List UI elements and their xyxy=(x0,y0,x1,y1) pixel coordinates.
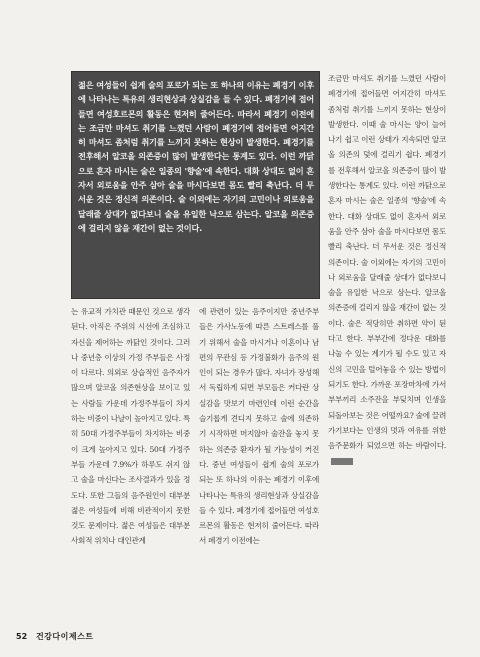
column-right-body: 조금만 마셔도 취기를 느꼈던 사람이 폐경기에 접어들면 어지간히 마셔도 좀처럼 취기를 느끼지 못하는 현상이 발생한다. 이때 술 마시는 양이 늘어나기 쉽고 이런 상태가 지속되면 알코올 의존의 덫에 걸리기 쉽다. 폐경기를 전후해서 알코올 의존증이 많이 발생한다는 통계도 있다. 이런 까닭으로 혼자 마시는 술은 일종의 '향술'에 속한다. 대화 상대도 없이 혼자서 외로움을 안주 삼아 술을 마시다보면 몸도 빨리 축난다. 더 무서운 것은 정신적 의존이다. 술 이외에는 자기의 고민이나 외로움을 달래줄 상대가 없다보니 술을 유일한 낙으로 삼는다. 알코올 의존증에 걸리지 않을 재간이 없는 것이다. 술은 적당히만 취하면 약이 된다고 한다. 부부간에 정다운 대화를 나눌 수 있는 계기가 될 수도 있고 자신의 고민을 털어놓을 수 있는 방법이 되기도 한다. 가까운 포장마차에 가서 부부끼리 소주잔을 부딪치며 인생을 되돌아보는 것은 어떨까요? 술에 끌려가기보다는 인생의 멋과 여유를 위한 음주문화가 되었으면 하는 바람이다. xyxy=(328,74,446,451)
column-middle-text: 에 관련이 있는 음주이지만 중년주부들은 가사노동에 따른 스트레스를 풀기 위해서 술을 마시거나 이혼이나 남편의 무관심 등 가정불화가 음주의 원인이 되는 경우가 많다. 자녀가 장성해서 독립하게 되면 부모들은 커다란 상실감을 맛보기 마련인데 이런 순간을 슬기롭게 견디지 못하고 술에 의존하기 시작하면 머지않아 술잔을 놓지 못하는 의존증 환자가 될 가능성이 커진다. 중년 여성들이 쉽게 술의 포로가 되는 또 하나의 이유는 폐경기 이후에 나타나는 특유의 생리현상과 상실감을 들 수 있다. 폐경기에 접어들면 여성호르몬의 활동은 현저히 줄어든다. 따라서 폐경기 이전에는 xyxy=(199,307,319,546)
magazine-name: 건강다이제스트 xyxy=(35,632,94,641)
article-column-middle xyxy=(199,304,319,590)
pull-quote-text: 젊은 여성들이 쉽게 술의 포로가 되는 또 하나의 이유는 폐경기 이후에 나타나는 특유의 생리현상과 상실감을 들 수 있다. 폐경기에 접어들면 여성호르몬의 활동은 현저히 줄어든다. 따라서 폐경기 이전에는 조금만 마셔도 취기를 느꼈던 사람이 폐경기에 접어들면 어지간히 마셔도 좀처럼 취기를 느끼지 못하는 현상이 발생한다. 폐경기를 전후해서 알코올 의존증이 많이 발생한다는 통계도 있다. 이런 까닭으로 혼자 마시는 술은 일종의 '향술'에 속한다. 대화 상대도 없이 혼자서 외로움을 안주 삼아 술을 마시다보면 몸도 빨리 축난다. 더 무서운 것은 정신적 의존이다. 술 이외에는 자기의 고민이나 외로움을 달래줄 상대가 없다보니 술을 유일한 낙으로 삼는다. 알코올 의존증에 걸리지 않을 재간이 없는 것이다. xyxy=(78,80,314,233)
article-column-right xyxy=(328,71,446,566)
page-footer xyxy=(16,631,94,645)
end-mark-icon xyxy=(331,458,353,465)
column-right-text xyxy=(328,71,446,469)
page-number: 52 xyxy=(16,632,28,641)
column-left-text: 는 유교적 가치관 때문인 것으로 생각된다. 아직은 주위의 시선에 조심하고 자신을 제어하는 까닭인 것이다. 그러나 중년층 이상의 가정 주부들은 사정이 다르다. 의외로 상습적인 음주자가 많으며 알코올 의존현상을 보이고 있는 사람들 가운데 가정주부들이 차지하는 비중이 나날이 높아지고 있다. 특히 50대 가정주부들이 차지하는 비중이 크게 높아지고 있다. 50대 가정주부들 가운데 7.9%가 하루도 쉬지 않고 술을 마신다는 조사결과가 있을 정도다. 또한 그들의 음주원인이 대부분 젊은 여성들에 비해 비관적이지 못한 것도 문제이다. 젊은 여성들은 대부분 사회적 위치나 대인관계 xyxy=(71,307,190,546)
pull-quote-box xyxy=(71,71,320,299)
article-column-left xyxy=(71,304,190,590)
